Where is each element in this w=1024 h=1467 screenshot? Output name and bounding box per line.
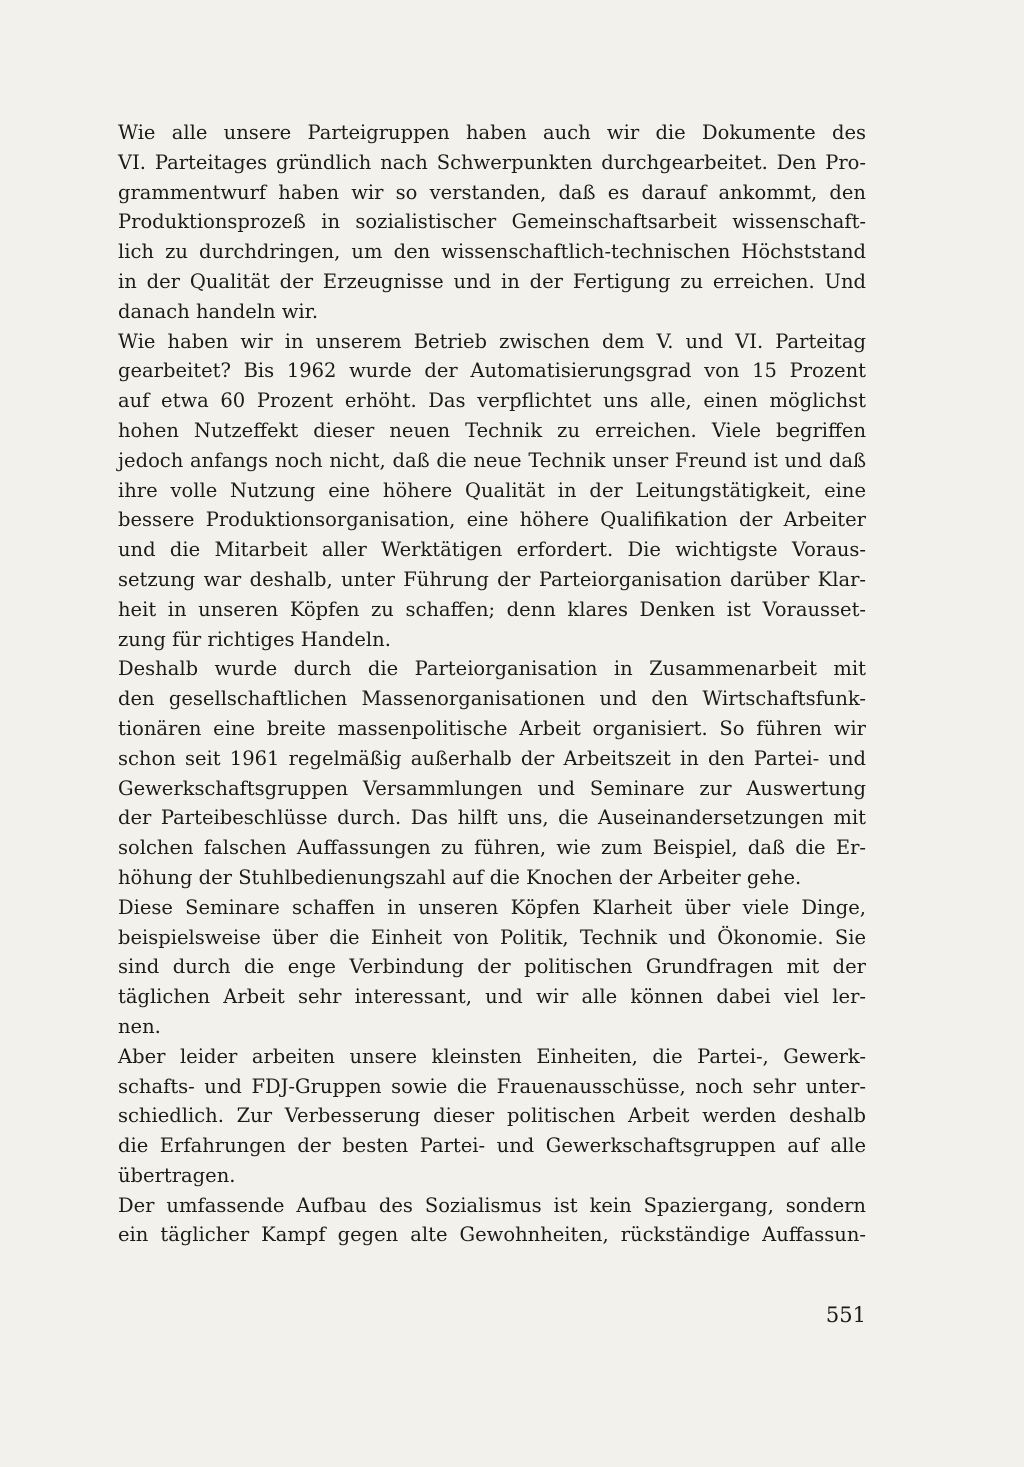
text-line: setzung war deshalb, unter Führung der Parteiorganisation darüber Klar- bbox=[118, 567, 866, 591]
text-line: Der umfassende Aufbau des Sozialismus ist kein Spaziergang, sondern bbox=[118, 1193, 866, 1217]
text-line: auf etwa 60 Prozent erhöht. Das verpflichtet uns alle, einen möglichst bbox=[118, 389, 866, 413]
text-line: danach handeln wir. bbox=[118, 299, 319, 323]
paragraph bbox=[118, 327, 866, 655]
text-line: Wie haben wir in unserem Betrieb zwischen dem V. und VI. Parteitag bbox=[118, 329, 866, 353]
text-line: lich zu durchdringen, um den wissenschaftlich-technischen Höchststand bbox=[118, 240, 866, 264]
paragraph bbox=[118, 893, 866, 1042]
text-line: nen. bbox=[118, 1014, 161, 1038]
text-line: Gewerkschaftsgruppen Versammlungen und Seminare zur Auswertung bbox=[118, 776, 866, 800]
paragraph bbox=[118, 654, 866, 892]
text-line: jedoch anfangs noch nicht, daß die neue Technik unser Freund ist und daß bbox=[118, 448, 866, 472]
text-line: höhung der Stuhlbedienungszahl auf die Knochen der Arbeiter gehe. bbox=[118, 865, 802, 889]
text-line: ihre volle Nutzung eine höhere Qualität in der Leitungstätigkeit, eine bbox=[118, 478, 866, 502]
text-line: grammentwurf haben wir so verstanden, daß es darauf ankommt, den bbox=[118, 180, 866, 204]
text-line: schafts- und FDJ-Gruppen sowie die Frauenausschüsse, noch sehr unter- bbox=[118, 1074, 866, 1098]
text-line: Produktionsprozeß in sozialistischer Gemeinschaftsarbeit wissenschaft- bbox=[118, 210, 866, 234]
text-line: bessere Produktionsorganisation, eine höhere Qualifikation der Arbeiter bbox=[118, 508, 866, 532]
text-line: die Erfahrungen der besten Partei- und Gewerkschaftsgruppen auf alle bbox=[118, 1134, 866, 1158]
text-line: den gesellschaftlichen Massenorganisationen und den Wirtschaftsfunk- bbox=[118, 687, 866, 711]
text-line: sind durch die enge Verbindung der politischen Grundfragen mit der bbox=[118, 955, 866, 979]
text-line: heit in unseren Köpfen zu schaffen; denn klares Denken ist Vorausset- bbox=[118, 597, 866, 621]
text-line: übertragen. bbox=[118, 1163, 236, 1187]
text-line: beispielsweise über die Einheit von Politik, Technik und Ökonomie. Sie bbox=[118, 925, 866, 949]
text-line: Deshalb wurde durch die Parteiorganisation in Zusammenarbeit mit bbox=[118, 657, 866, 681]
text-line: schiedlich. Zur Verbesserung dieser politischen Arbeit werden deshalb bbox=[118, 1104, 866, 1128]
text-line: tionären eine breite massenpolitische Arbeit organisiert. So führen wir bbox=[118, 716, 866, 740]
paragraph bbox=[118, 118, 866, 327]
text-line: täglichen Arbeit sehr interessant, und wir alle können dabei viel ler- bbox=[118, 985, 866, 1009]
page-number: 551 bbox=[825, 1303, 866, 1327]
text-line: schon seit 1961 regelmäßig außerhalb der Arbeitszeit in den Partei- und bbox=[118, 746, 866, 770]
text-line: und die Mitarbeit aller Werktätigen erfordert. Die wichtigste Voraus- bbox=[118, 538, 866, 562]
paragraph bbox=[118, 1191, 866, 1251]
text-line: Aber leider arbeiten unsere kleinsten Einheiten, die Partei-, Gewerk- bbox=[118, 1044, 866, 1068]
text-line: solchen falschen Auffassungen zu führen, wie zum Beispiel, daß die Er- bbox=[118, 836, 866, 860]
text-line: zung für richtiges Handeln. bbox=[118, 627, 391, 651]
text-line: Diese Seminare schaffen in unseren Köpfen Klarheit über viele Dinge, bbox=[118, 895, 866, 919]
text-line: ein täglicher Kampf gegen alte Gewohnheiten, rückständige Auffassun- bbox=[118, 1223, 866, 1247]
text-line: VI. Parteitages gründlich nach Schwerpunkten durchgearbeitet. Den Pro- bbox=[118, 150, 866, 174]
text-line: der Parteibeschlüsse durch. Das hilft uns, die Auseinandersetzungen mit bbox=[118, 806, 866, 830]
body-text bbox=[118, 118, 866, 1250]
text-line: in der Qualität der Erzeugnisse und in der Fertigung zu erreichen. Und bbox=[118, 269, 866, 293]
paragraph bbox=[118, 1042, 866, 1191]
text-line: gearbeitet? Bis 1962 wurde der Automatisierungsgrad von 15 Prozent bbox=[118, 359, 866, 383]
text-line: hohen Nutzeffekt dieser neuen Technik zu erreichen. Viele begriffen bbox=[118, 418, 866, 442]
text-line: Wie alle unsere Parteigruppen haben auch wir die Dokumente des bbox=[118, 121, 866, 144]
